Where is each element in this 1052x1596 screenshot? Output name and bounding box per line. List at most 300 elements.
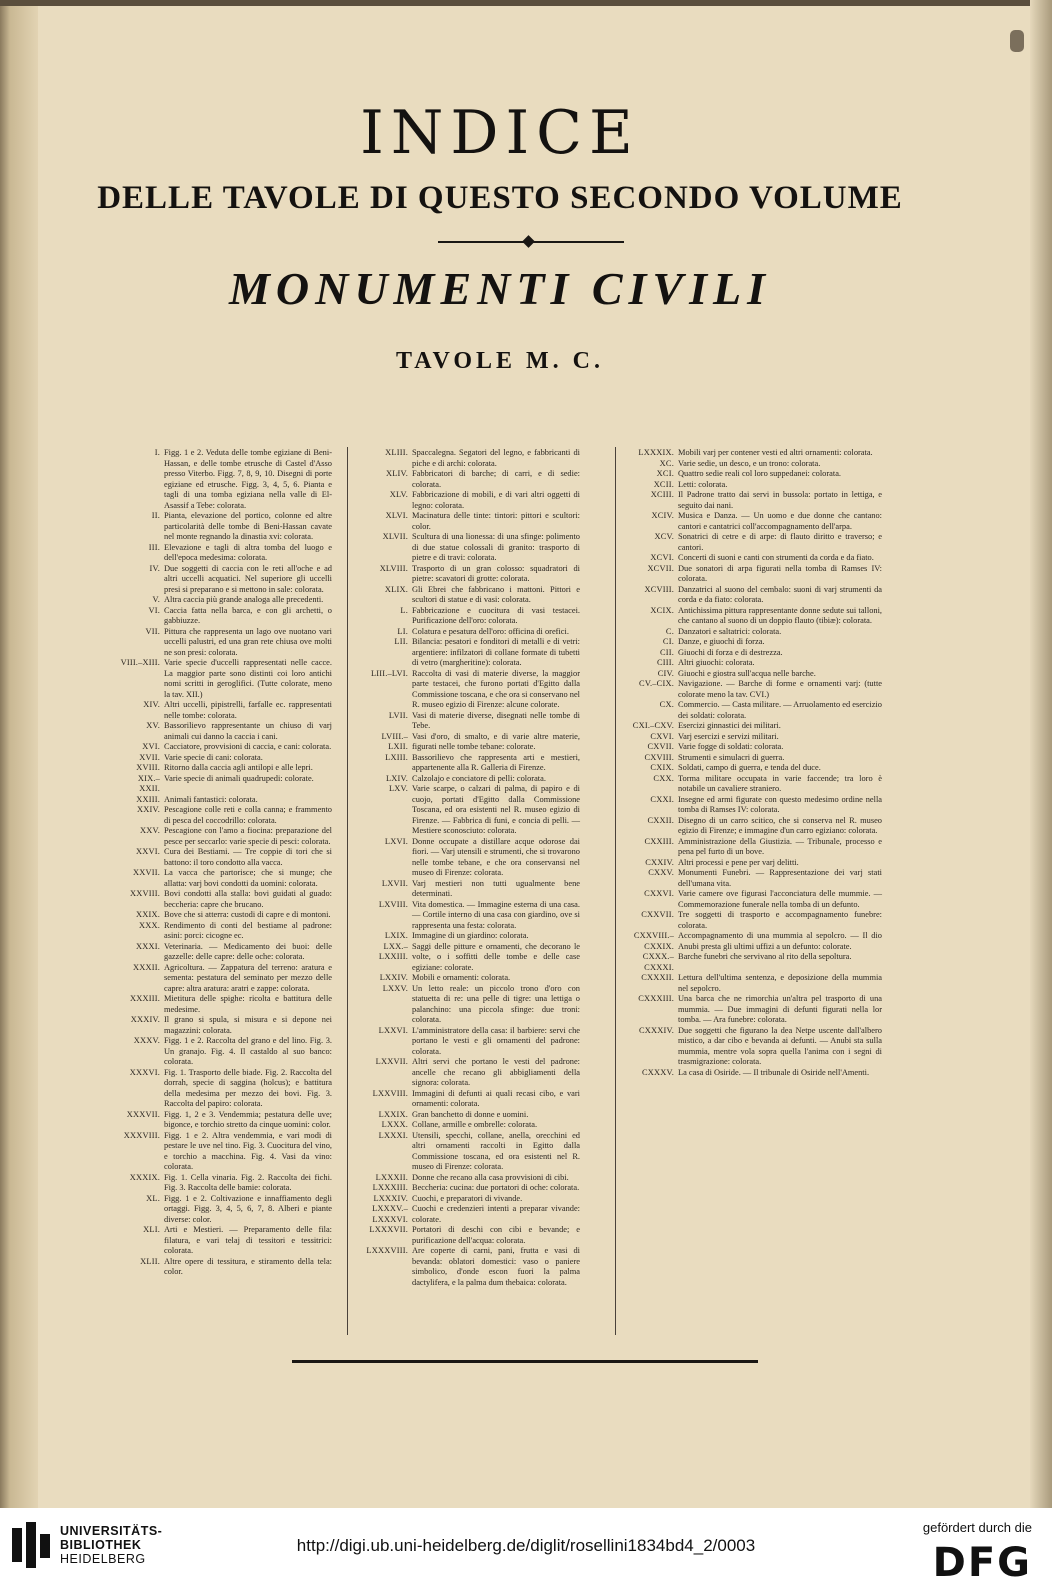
plate-description: Colatura e pesatura dell'oro: officina di orefici.: [412, 626, 569, 636]
plate-description: Fabbricazione di mobili, e di vari altri oggetti di legno: colorata.: [412, 490, 580, 510]
index-entry: [632, 931, 882, 952]
plate-number: XLV.: [389, 490, 408, 499]
plate-number: XLII.: [140, 1256, 160, 1266]
plate-description: Mietitura delle spighe: ricolta e battitura delle medesime.: [164, 994, 332, 1014]
index-entry: [366, 669, 580, 711]
plate-number: CIII.: [656, 658, 674, 667]
plate-number: CXVI.: [650, 731, 674, 741]
plate-number: XLI.: [143, 1225, 160, 1234]
plate-description: Fig. 1. Trasporto delle biade. Fig. 2. Raccolta del dorrah, specie di saggina (holcus); e battitura della medesima per mezzo dei bovi. Fig. 3. Raccolta del papiro: colorata.: [164, 1067, 332, 1108]
index-entry: [118, 658, 332, 700]
index-column-3: [632, 448, 882, 1078]
plate-description: Varj esercizi e servizi militari.: [678, 731, 779, 741]
plate-number: CXX.: [653, 773, 674, 783]
plate-number: C.: [665, 626, 674, 636]
plate-number: LXX.–LXXIII.: [378, 941, 408, 961]
index-entry: [366, 1089, 580, 1110]
plate-description: Raccolta di vasi di materie diverse, la maggior parte testacei, che furono portati d'Egitto dalla Commissione toscana, e che ora si conservano nel R. museo egizio di Firenze: alcune colorate.: [412, 668, 580, 709]
plate-description: Fig. 1. Cella vinaria. Fig. 2. Raccolta dei fichi. Fig. 3. Raccolta delle bamie: colorata.: [164, 1172, 332, 1192]
plate-number: CXXX.–CXXXI.: [642, 952, 674, 972]
plate-description: Pianta, elevazione del portico, colonne ed altre particolarità delle tombe di Beni-Hassan cavate nel monte regnando la dinastia xvi: colorata.: [164, 511, 332, 541]
index-entry: [118, 627, 332, 659]
plate-number: XVII.: [139, 752, 160, 762]
plate-description: Accompagnamento di una mummia al sepolcro. — Il dio Anubi presta gli ultimi uffizi a un defunto: colorate.: [678, 931, 882, 951]
plate-number: CXXIII.: [644, 836, 674, 846]
plate-description: Navigazione. — Barche di forme e ornamenti varj: (tutte colorate meno la tav. CVI.): [678, 679, 882, 699]
plate-number: XCIII.: [650, 490, 674, 499]
index-entry: [632, 490, 882, 511]
plate-number: LXVIII.: [378, 899, 408, 909]
plate-number: CXIX.: [650, 763, 674, 772]
plate-description: Danzatrici al suono del cembalo: suoni di varj strumenti da corda e da fiato: colorata.: [678, 584, 882, 604]
plate-number: LXXXIV.: [373, 1193, 408, 1203]
plate-description: Commercio. — Casta militare. — Arruolamento ed esercizio dei soldati: colorata.: [678, 700, 882, 720]
plate-number: LII.: [394, 637, 408, 646]
plate-description: Altre opere di tessitura, e stiramento della tela: color.: [164, 1256, 332, 1276]
plate-number: CX.: [659, 700, 674, 709]
plate-description: Bove che si atterra: custodi di capre e di montoni.: [164, 910, 331, 919]
plate-number: XXXII.: [132, 962, 160, 972]
index-entry: [366, 1225, 580, 1246]
plate-number: LXV.: [388, 784, 408, 793]
index-entry: [366, 1026, 580, 1058]
plate-number: LIII.–LVI.: [370, 668, 408, 678]
plate-description: Cura dei Bestiami. — Tre coppie di tori che si battono: il toro condotto alla vacca.: [164, 847, 332, 867]
index-entry: [632, 469, 882, 480]
index-column-2: [366, 448, 580, 1288]
index-entry: [366, 784, 580, 837]
index-entry: [366, 931, 580, 942]
index-entry: [366, 1131, 580, 1173]
index-entry: [118, 847, 332, 868]
index-entry: [632, 889, 882, 910]
plate-description: La casa di Osiride. — Il tribunale di Osiride nell'Amenti.: [678, 1067, 870, 1077]
plate-number: XXVII.: [132, 868, 160, 877]
index-entry: [118, 1015, 332, 1036]
plate-description: Varie specie di cani: colorata.: [164, 752, 263, 762]
index-entry: [366, 900, 580, 932]
plate-description: Altri uccelli, pipistrelli, farfalle ec. rappresentati nelle tombe: colorata.: [164, 700, 332, 720]
plate-description: Quattro sedie reali col loro suppedanei: colorata.: [678, 469, 842, 478]
plate-number: LXXVIII.: [372, 1088, 408, 1098]
plate-number: XLVIII.: [379, 563, 408, 573]
index-entry: [632, 459, 882, 470]
plate-description: Trasporto di un gran colosso: squadratori di pietre: scavatori di grotte: colorata.: [412, 563, 580, 583]
index-entry: [118, 763, 332, 774]
plate-number: VI.: [148, 605, 160, 615]
plate-description: Due soggetti di caccia con le reti all'oche e ad altri uccelli acquatici. Nel superiore gli uccelli presi si preparano e si mettono in sale: colorata.: [164, 563, 332, 594]
plate-description: Collane, armille e ombrelle: colorata.: [412, 1120, 538, 1129]
index-entry: [118, 1131, 332, 1173]
plate-description: Mobili e ornamenti: colorata.: [412, 973, 511, 982]
index-entry: [366, 837, 580, 879]
plate-description: Bassorilievo rappresentante un chiuso di varj animali cui danno la caccia i cani.: [164, 721, 332, 741]
index-entry: [366, 532, 580, 564]
index-entry: [632, 910, 882, 931]
plate-number: LXXXI.: [378, 1130, 408, 1140]
index-entry: [632, 868, 882, 889]
section-heading: MONUMENTI CIVILI: [228, 263, 772, 314]
plate-description: Insegne ed armi figurate con questo medesimo ordine nella tomba di Ramses IV: colorata.: [678, 794, 882, 814]
plate-number: LXXVII.: [375, 1057, 408, 1066]
plate-description: Altri servi che portano le vesti del padrone: ancelle che recano gli abbigliamenti della signora: colorata.: [412, 1057, 580, 1087]
plate-number: XXXVI.: [129, 1067, 160, 1077]
index-entry: [366, 637, 580, 669]
index-entry: [118, 448, 332, 511]
plate-description: Fabbricatori di barche; di carri, e di sedie: colorata.: [412, 469, 580, 489]
plate-number: XLVI.: [385, 511, 408, 520]
plate-number: CXVII.: [647, 742, 674, 751]
index-entry: [366, 774, 580, 785]
index-entry: [118, 742, 332, 753]
plate-description: Scultura di una lionessa: di una sfinge: polimento di due statue colossali di granito: trasporto di pietre e di travi: colorata.: [412, 532, 580, 562]
plate-number: XLIV.: [385, 469, 408, 478]
index-entry: [632, 816, 882, 837]
plate-number: XCVII.: [647, 563, 674, 573]
index-entry: [118, 795, 332, 806]
plate-description: Antichissima pittura rappresentante donne sedute sui talloni, che cantano al suono di un doppio flauto (tibiæ): colorata.: [678, 605, 882, 625]
plate-number: CXXXIV.: [639, 1025, 674, 1035]
plate-number: LXXIV.: [379, 973, 408, 982]
index-entry: [632, 448, 882, 459]
index-entry: [118, 543, 332, 564]
plate-number: CXVIII.: [644, 752, 674, 762]
page-title: INDICE: [360, 98, 640, 168]
plate-number: XXV.: [140, 826, 160, 835]
plate-number: CIV.: [657, 668, 674, 678]
index-entry: [118, 942, 332, 963]
index-entry: [632, 1068, 882, 1079]
page-top-edge: [0, 0, 1052, 6]
plate-description: Donne occupate a distillare acque odorose dai fiori. — Varj utensili e strumenti, che si trovarono nelle tombe tebane, e che ora conservansi nel museo di Firenze: colorata.: [412, 836, 580, 877]
index-entry: [118, 1110, 332, 1131]
plate-number: CXXII.: [647, 815, 674, 825]
plate-description: L'amministratore della casa: il barbiere: servi che portano le vesti e gli ornamenti del padrone: colorata.: [412, 1025, 580, 1056]
index-entry: [366, 1173, 580, 1184]
plate-number: V.: [152, 595, 160, 604]
index-entry: [118, 1257, 332, 1278]
index-entry: [118, 1225, 332, 1257]
index-entry: [366, 711, 580, 732]
plate-number: VII.: [145, 626, 160, 636]
plate-number: LI.: [397, 626, 408, 636]
plate-number: LXXXVII.: [369, 1225, 408, 1234]
plate-number: LXXV.: [382, 983, 408, 993]
plate-description: Caccia fatta nella barca, e con gli archetti, o gabbiuzze.: [164, 605, 332, 625]
index-entry: [366, 1194, 580, 1205]
plate-description: La vacca che partorisce; che si munge; che allatta: varj bovi condotti da uomini: colorata.: [164, 868, 332, 888]
plate-description: Gran banchetto di donne e uomini.: [412, 1109, 529, 1119]
plate-number: XIX.–XXII.: [137, 773, 160, 793]
plate-number: XCV.: [654, 532, 674, 541]
plate-description: Figg. 1, 2 e 3. Vendemmia; pestatura delle uve; bigonce, e torchio stretto da cinque uomini: color.: [164, 1109, 332, 1129]
plate-number: XXXV.: [133, 1036, 160, 1045]
index-entry: [366, 984, 580, 1026]
plate-number: XXXVII.: [126, 1109, 160, 1119]
plate-description: Cuochi e credenzieri intenti a preparar vivande: colorate.: [412, 1204, 580, 1224]
plate-number: XXXIII.: [129, 994, 160, 1003]
plate-number: XXXI.: [135, 941, 160, 951]
plate-number: XXX.: [138, 920, 160, 930]
plate-description: Giuochi e giostra sull'acqua nelle barche.: [678, 668, 816, 678]
plate-number: XXXVIII.: [123, 1130, 160, 1140]
plate-number: XXVIII.: [129, 889, 160, 898]
index-entry: [632, 637, 882, 648]
index-entry: [118, 1068, 332, 1110]
plate-description: Immagine di un giardino: colorata.: [412, 931, 529, 940]
plate-description: Portatori di deschi con cibi e bevande; e purificazione dell'acqua: colorata.: [412, 1225, 580, 1245]
plate-number: CXI.–CXV.: [632, 721, 674, 730]
plate-number: XCVIII.: [644, 584, 674, 594]
plate-description: Immagini di defunti ai quali recasi cibo, e vari ornamenti: colorata.: [412, 1088, 580, 1108]
plate-description: Figg. 1 e 2. Raccolta del grano e del lino. Fig. 3. Un granajo. Fig. 4. Il castaldo al suo banco: colorata.: [164, 1036, 332, 1066]
plate-description: Figg. 1 e 2. Coltivazione e innaffiamento degli ortaggi. Figg. 3, 4, 5, 6, 7, 8. Alberi e piante diverse: color.: [164, 1193, 332, 1224]
index-column-1: [118, 448, 332, 1278]
plate-number: XLIII.: [385, 448, 408, 457]
plate-number: LXXXIX.: [638, 448, 674, 457]
library-footer: [0, 1508, 1052, 1596]
plate-description: Esercizi ginnastici dei militari.: [678, 721, 781, 730]
index-entry: [118, 1036, 332, 1068]
plate-number: LXXXIII.: [372, 1183, 408, 1192]
index-entry: [118, 595, 332, 606]
page-right-edge: [1030, 0, 1052, 1508]
index-entry: [118, 805, 332, 826]
plate-description: Calzolajo e conciatore di pelli: colorata.: [412, 773, 546, 783]
plate-description: Due soggetti che figurano la dea Netpe uscente dall'albero mistico, a dar cibo e bevanda ai defunti. — Anubi sta sulla mummia, mentre vola sopra quella l'anima con i segni di trasmigrazione: colorata.: [678, 1025, 882, 1066]
plate-number: LXIX.: [384, 931, 408, 940]
plate-description: Varie fogge di soldati: colorata.: [678, 742, 784, 751]
plate-number: CXXXII.: [641, 973, 674, 982]
index-entry: [632, 606, 882, 627]
index-entry: [632, 763, 882, 774]
index-entry: [366, 606, 580, 627]
plates-heading: TAVOLE M. C.: [396, 348, 604, 374]
plate-number: CXXVI.: [644, 889, 674, 898]
plate-description: Fabbricazione e cuocitura di vasi testacei. Purificazione dell'oro: colorata.: [412, 605, 580, 625]
book-gutter: [0, 0, 38, 1508]
plate-description: Giuochi di forza e di destrezza.: [678, 647, 783, 657]
index-entry: [118, 700, 332, 721]
index-entry: [632, 669, 882, 680]
index-entry: [118, 1194, 332, 1226]
plate-number: XC.: [659, 458, 674, 468]
plate-number: XVI.: [142, 742, 160, 751]
index-entry: [632, 532, 882, 553]
plate-description: Cuochi, e preparatori di vivande.: [412, 1193, 523, 1203]
index-entry: [632, 952, 882, 973]
column-divider: [615, 447, 616, 1335]
plate-description: Varie specie di animali quadrupedi: colorate.: [164, 773, 314, 783]
index-entry: [632, 564, 882, 585]
plate-number: LVIII.–LXII.: [381, 731, 408, 751]
plate-number: III.: [148, 542, 160, 552]
plate-number: CI.: [662, 637, 674, 646]
index-entry: [632, 553, 882, 564]
plate-description: Una barca che ne rimorchia un'altra pel trasporto di una mummia. — Due immagini di defunti figurati nella lor tomba. — Ara funebre: colorata.: [678, 994, 882, 1024]
plate-number: LXXXII.: [375, 1172, 408, 1182]
index-entry: [118, 963, 332, 995]
ink-blot: [1010, 30, 1024, 52]
plate-number: XCIV.: [651, 511, 674, 520]
plate-number: LXXX.: [381, 1120, 408, 1129]
index-entry: [632, 1026, 882, 1068]
plate-description: Utensili, specchi, collane, anella, orecchini ed altri ornamenti raccolti in Egitto dalla Commissione toscana, ed ora esistenti nel R. museo di Firenze: colorata.: [412, 1130, 580, 1171]
library-name[interactable]: UNIVERSITÄTS- BIBLIOTHEK HEIDELBERG: [60, 1524, 163, 1566]
plate-number: VIII.–XIII.: [120, 658, 160, 667]
plate-description: Animali fantastici: colorata.: [164, 794, 258, 804]
index-entry: [366, 448, 580, 469]
index-entry: [366, 511, 580, 532]
plate-number: XCVI.: [650, 553, 674, 562]
index-entry: [632, 753, 882, 764]
index-entry: [118, 868, 332, 889]
index-entry: [366, 732, 580, 753]
index-entry: [366, 1057, 580, 1089]
plate-description: Macinatura delle tinte: tintori: pittori e scultori: color.: [412, 511, 580, 531]
index-entry: [118, 994, 332, 1015]
index-entry: [366, 1120, 580, 1131]
index-entry: [366, 753, 580, 774]
index-entry: [118, 564, 332, 596]
index-entry: [632, 480, 882, 491]
plate-number: LXVII.: [381, 878, 408, 888]
index-entry: [632, 658, 882, 669]
plate-description: Torma militare occupata in varie faccende; tra loro è notabile un cavaliere straniero.: [678, 773, 882, 793]
index-entry: [366, 973, 580, 984]
plate-description: Veterinaria. — Medicamento dei buoi: delle gazzelle: delle capre: delle oche: colorata.: [164, 941, 332, 961]
plate-number: CXXI.: [650, 794, 674, 804]
column-divider: [347, 447, 348, 1335]
plate-description: Un letto reale: un piccolo trono d'oro con statuetta di re: una pelle di tigre: una lettiga o palanchino: una piccola sfinge: due troni: colorata.: [412, 983, 580, 1024]
plate-description: Danzatori e saltatrici: colorata.: [678, 626, 782, 636]
plate-description: Danze, e giuochi di forza.: [678, 637, 765, 646]
plate-number: XCI.: [656, 469, 674, 478]
plate-number: II.: [151, 511, 160, 520]
plate-description: Saggi delle pitture e ornamenti, che decorano le volte, o i soffitti delle tombe e delle case egiziane: colorate.: [412, 941, 580, 972]
plate-number: LXXXVIII.: [366, 1246, 408, 1255]
index-entry: [366, 1183, 580, 1194]
plate-description: Bilancia: pesatori e fonditori di metalli e di vetri: argentiere: infilzatori di collane formate di tubetti di vetro (margheritine): colorata.: [412, 637, 580, 667]
plate-number: IV.: [149, 563, 160, 573]
plate-number: CXXV.: [648, 868, 674, 877]
plate-description: Pescagione con l'amo a fiocina: preparazione del pesce per seccarlo: varie specie di pesci: colorata.: [164, 826, 332, 846]
index-entry: [118, 921, 332, 942]
index-entry: [118, 910, 332, 921]
plate-number: XLIX.: [384, 584, 408, 594]
plate-number: XXIX.: [135, 910, 160, 919]
plate-description: Lettura dell'ultima sentenza, e deposizione della mummia nel sepolcro.: [678, 973, 882, 993]
plate-number: XXVI.: [135, 847, 160, 856]
index-entry: [366, 585, 580, 606]
plate-number: CII.: [659, 647, 674, 657]
plate-description: Pittura che rappresenta un lago ove nuotano vari uccelli palustri, ed una gran rete chiusa ove molti ne son presi: colorata.: [164, 626, 332, 657]
plate-number: CXXVIII.–CXXIX.: [633, 931, 674, 951]
plate-description: Tre soggetti di trasporto e accompagnamento funebre: colorata.: [678, 910, 882, 930]
plate-description: Arti e Mestieri. — Preparamento delle fila: filatura, e vari telaj di tessitori e tessitrici: colorata.: [164, 1225, 332, 1255]
plate-description: Musica e Danza. — Un uomo e due donne che cantano: cantori e cantatrici coll'accompagnamento dell'arpa.: [678, 511, 882, 531]
plate-description: Varie sedie, un desco, e un trono: colorata.: [678, 458, 821, 468]
index-entry: [366, 879, 580, 900]
plate-description: Cacciatore, provvisioni di caccia, e cani: colorata.: [164, 742, 332, 751]
index-entry: [632, 721, 882, 732]
index-entry: [118, 511, 332, 543]
plate-description: Altri processi e pene per varj delitti.: [678, 857, 799, 867]
plate-description: Altri giuochi: colorata.: [678, 658, 755, 667]
plate-number: LXIII.: [385, 752, 408, 762]
plate-description: Monumenti Funebri. — Rappresentazione dei varj stati dell'umana vita.: [678, 868, 882, 888]
plate-number: CV.–CIX.: [639, 679, 674, 688]
plate-description: Altra caccia più grande analoga alle precedenti.: [164, 595, 324, 604]
index-entry: [366, 1246, 580, 1288]
plate-number: XL.: [146, 1193, 160, 1203]
plate-description: Disegno di un carro scitico, che si conserva nel R. museo egizio di Firenze; e immagine d'un carro egiziano: colorata.: [678, 815, 882, 835]
index-entry: [118, 889, 332, 910]
funded-by-label: gefördert durch die: [922, 1520, 1032, 1535]
plate-description: Figg. 1 e 2. Veduta delle tombe egiziane di Beni-Hassan, e delle tombe etrusche di Castel d'Asso presso Viterbo. Figg. 7, 8, 9, 10. Disegni di porte egiziane ed etrusche. Figg. 3, 4, 5, 6. Pianta e tagli di una tomba egiziana nella valle di El-Asassif a Tebe: colorata.: [164, 448, 332, 510]
plate-number: XLVII.: [382, 532, 408, 541]
plate-number: XXIII.: [136, 794, 160, 804]
plate-description: Ritorno dalla caccia agli antilopi e alle lepri.: [164, 763, 313, 772]
plate-number: XIV.: [143, 700, 160, 709]
plate-number: L.: [400, 605, 408, 615]
plate-number: CXXXIII.: [638, 994, 674, 1003]
plate-description: Vasi di materie diverse, disegnati nelle tombe di Tebe.: [412, 710, 580, 730]
plate-number: CXXVII.: [641, 910, 674, 919]
plate-number: LXIV.: [385, 773, 408, 783]
index-entry: [632, 732, 882, 743]
index-entry: [366, 942, 580, 974]
plate-number: LVII.: [388, 710, 408, 720]
plate-description: Letti: colorata.: [678, 479, 728, 489]
plate-description: Sonatrici di cetre e di arpe: di flauto diritto e traverso; e cantori.: [678, 532, 882, 552]
plate-description: Due sonatori di arpa figurati nella tomba di Ramses IV: colorata.: [678, 563, 882, 583]
index-entry: [632, 774, 882, 795]
plate-number: XCII.: [653, 479, 674, 489]
index-entry: [632, 837, 882, 858]
plate-description: Strumenti e simulacri di guerra.: [678, 752, 785, 762]
plate-description: Il grano si spula, si misura e si depone nei magazzini: colorata.: [164, 1015, 332, 1035]
plate-description: Varie specie d'uccelli rappresentati nelle cacce. La maggior parte sono distinti coi loro antichi nomi scritti in geroglifici. (Tutte colorate, meno la tav. XII.): [164, 658, 332, 699]
plate-number: CXXIV.: [645, 857, 674, 867]
plate-description: Varie scarpe, o calzari di palma, di papiro e di cuojo, portati d'Egitto dalla Commissione Toscana, ed ora esistenti nel R. museo egizio di Firenze. — Fabbrica di funi, e concia di pelli. — Mestiere sconosciuto: colorata.: [412, 784, 580, 835]
dfg-logo[interactable]: DFG: [932, 1540, 1032, 1586]
index-entry: [366, 564, 580, 585]
plate-description: Bassorilievo che rappresenta arti e mestieri, appartenente alla R. Galleria di Firenze.: [412, 752, 580, 772]
plate-description: Vasi d'oro, di smalto, e di varie altre materie, figurati nelle tombe tebane: colorate.: [412, 731, 580, 751]
plate-description: Spaccalegna. Segatori del legno, e fabbricanti di piche e di archi: colorata.: [412, 448, 580, 468]
plate-number: CXXXV.: [642, 1067, 674, 1077]
plate-description: Varie camere ove figurasi l'acconciatura delle mummie. — Commemorazione funerale nella tomba di un defunto.: [678, 889, 882, 909]
index-entry: [632, 585, 882, 606]
index-entry: [118, 826, 332, 847]
plate-description: Soldati, campo di guerra, e tenda del duce.: [678, 763, 821, 772]
index-entry: [118, 721, 332, 742]
index-entry: [366, 469, 580, 490]
index-entry: [366, 1110, 580, 1121]
index-entry: [366, 627, 580, 638]
index-entry: [632, 858, 882, 869]
plate-description: Il Padrone tratto dai servi in bussola: portato in lettiga, e seguito dai nani.: [678, 490, 882, 510]
ornament-divider: [438, 240, 624, 244]
plate-description: Rendimento di conti del bestiame al padrone: asini: porci: cicogne ec.: [164, 920, 332, 940]
plate-description: Varj mestieri non tutti ugualmente bene determinati.: [412, 878, 580, 898]
plate-description: Mobili varj per contener vesti ed altri ornamenti: colorata.: [678, 448, 873, 457]
permalink-url[interactable]: http://digi.ub.uni-heidelberg.de/diglit/rosellini1834bd4_2/0003: [296, 1536, 756, 1555]
plate-number: LXXXV.–LXXXVI.: [372, 1204, 408, 1224]
plate-description: Bovi condotti alla stalla: bovi guidati al guado: beccheria: capre che brucano.: [164, 889, 332, 909]
plate-number: LXXVI.: [378, 1025, 408, 1035]
